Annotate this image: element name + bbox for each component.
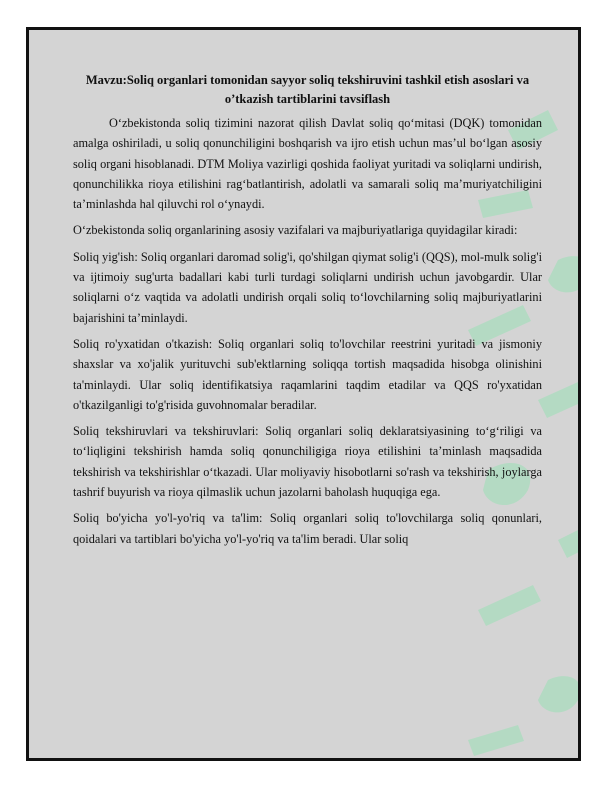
paragraph-tax-registration: Soliq ro'yxatidan o'tkazish: Soliq organlari soliq to'lovchilar reestrini yuritadi va jismoniy shaxslar va xo'jalik yurituvchi sub'ektlarning soliqqa tortish maqsadida hisobga olinishini ta'minlaydi. Ular soliq identifikatsiya raqamlarini taqdim etadilar va QQS ro'yxatidan o'tkazilganligi to'g'risida guvohnomalar beradilar. <box>73 336 542 412</box>
paragraph-tax-collection: Soliq yig'ish: Soliq organlari daromad solig'i, qo'shilgan qiymat solig'i (QQS), mol-mulk solig'i va ijtimoiy sug'urta badallari kabi turli turdagi soliqlarni undirish uchun javobgardir. Ular soliqlarni o‘z vaqtida va adolatli undirish orqali soliq to‘lovchilarning soliq majburiyatlarini bajarishini ta’minlaydi. <box>73 249 542 325</box>
document-page <box>26 27 581 761</box>
paragraph-tax-guidance: Soliq bo'yicha yo'l-yo'riq va ta'lim: Soliq organlari soliq to'lovchilarga soliq qonunlari, qoidalari va tartiblari bo'yicha yo'l-yo'riq va ta'lim beradi. Ular soliq <box>73 511 542 546</box>
paragraph-intro: O‘zbekistonda soliq tizimini nazorat qilish Davlat soliq qo‘mitasi (DQK) tomonidan amalga oshiriladi, u soliq qonunchiligini boshqarish va ijro etish uchun mas’ul bo‘lgan asosiy soliq organi hisoblanadi. DTM Moliya vazirligi qoshida faoliyat yuritadi va soliqlarni undirish, qonunchilikka rioya etilishini rag‘batlantirish, adolatli va samarali soliq ma’muriyatchiligini ta’minlashda hal qiluvchi rol o‘ynaydi. <box>73 116 542 212</box>
paragraph-tax-audits: Soliq tekshiruvlari va tekshiruvlari: Soliq organlari soliq deklaratsiyasining to‘g‘riligi va to‘liqligini tekshirish hamda soliq qonunchiligiga rioya etilishini ta’minlash maqsadida tekshirish va tekshirishlar o‘tkazadi. Ular moliyaviy hisobotlarni so'rash va tekshirish, joylarga tashrif buyurish va rioya qilmaslik uchun jazolarni baholash huquqiga ega. <box>73 424 542 500</box>
paragraph-duties-intro: O‘zbekistonda soliq organlarining asosiy vazifalari va majburiyatlariga quyidagilar kiradi: <box>73 223 518 238</box>
document-title: Mavzu:Soliq organlari tomonidan sayyor soliq tekshiruvini tashkil etish asoslari va o’tkazish tartiblarini tavsiflash <box>85 73 530 106</box>
document-content <box>73 71 542 555</box>
